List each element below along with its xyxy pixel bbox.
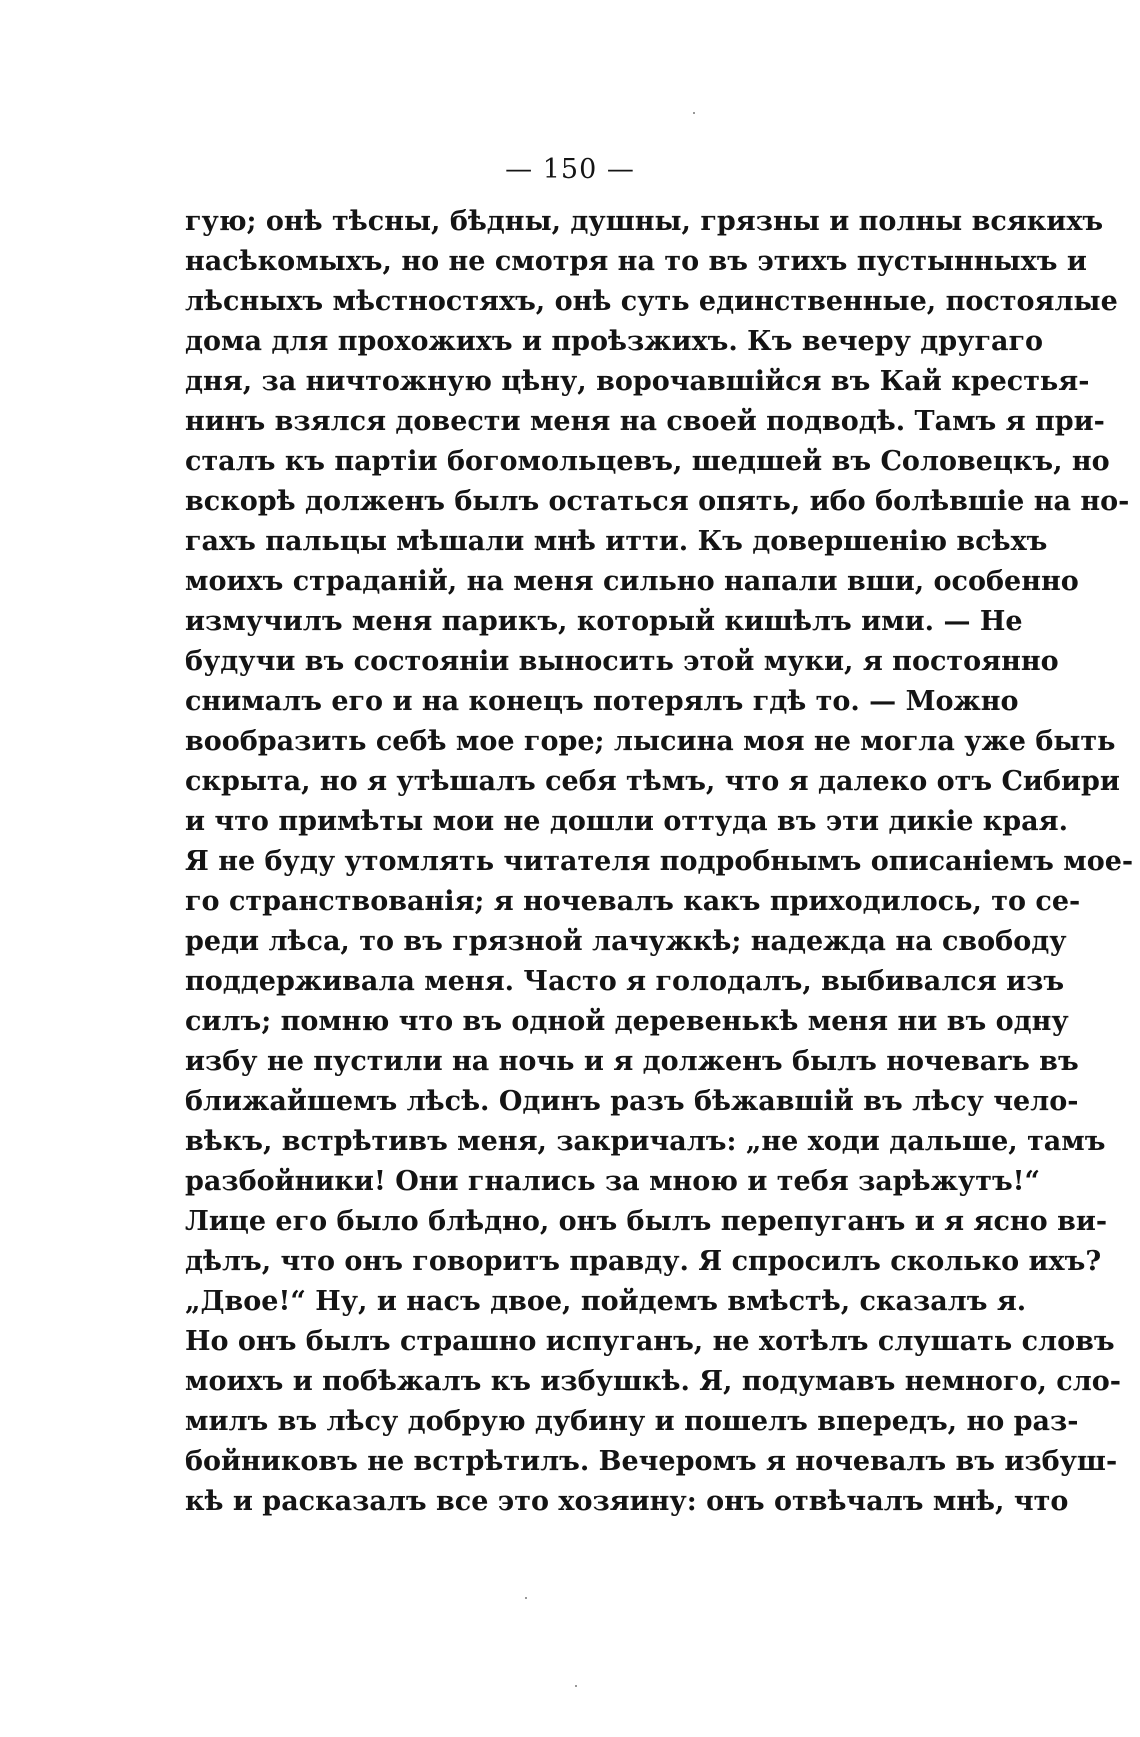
text-line: поддерживала меня. Часто я голодалъ, выбивался изъ [185,966,1065,997]
text-line: снималъ его и на конецъ потерялъ гдѣ то. — Можно [185,686,1019,717]
text-line: вѣкъ, встрѣтивъ меня, закричалъ: „не ходи дальше, тамъ [185,1126,1106,1157]
text-line: силъ; помню что въ одной деревенькѣ меня ни въ одну [185,1006,1069,1037]
paper-speck [575,1685,577,1687]
text-line: вскорѣ долженъ былъ остаться опять, ибо болѣвшіе на но- [185,486,1130,517]
text-line: сталъ къ партіи богомольцевъ, шедшей въ Соловецкъ, но [185,446,1110,477]
text-line: Лице его было блѣдно, онъ былъ перепуганъ и я ясно ви- [185,1206,1108,1237]
text-line: нинъ взялся довести меня на своей подводѣ. Тамъ я при- [185,406,1105,437]
text-line: Но онъ былъ страшно испуганъ, не хотѣлъ слушать словъ [185,1326,1115,1357]
text-line: и что примѣты мои не дошли оттуда въ эти дикіе края. [185,806,1069,837]
text-line: вообразить себѣ мое горе; лысина моя не могла уже быть [185,726,1116,757]
text-line: гую; онѣ тѣсны, бѣдны, душны, грязны и полны всякихъ [185,206,1104,237]
paper-speck [693,112,695,114]
text-line: Я не буду утомлять читателя подробнымъ описаніемъ мое- [185,846,1134,877]
text-line: дня, за ничтожную цѣну, ворочавшійся въ Кай крестья- [185,366,1090,397]
text-line: насѣкомыхъ, но не смотря на то въ этихъ пустынныхъ и [185,246,1087,277]
text-line: измучилъ меня парикъ, который кишѣлъ ими. — Не [185,606,1023,637]
body-text [185,202,1134,1522]
text-line: дѣлъ, что онъ говоритъ правду. Я спросилъ сколько ихъ? [185,1246,1102,1277]
text-line: „Двое!“ Ну, и насъ двое, пойдемъ вмѣстѣ, сказалъ я. [185,1286,1027,1317]
text-line: избу не пустили на ночь и я долженъ былъ ночеваrь въ [185,1046,1079,1077]
text-line: милъ въ лѣсу добрую дубину и пошелъ впередъ, но раз- [185,1406,1079,1437]
text-line: разбойники! Они гнались за мною и тебя зарѣжутъ!“ [185,1166,1041,1197]
text-line: бойниковъ не встрѣтилъ. Вечеромъ я ночевалъ въ избуш- [185,1446,1118,1477]
text-line: лѣсныхъ мѣстностяхъ, онѣ суть единственные, постоялые [185,286,1118,317]
paper-speck [525,1597,527,1599]
text-line: дома для прохожихъ и проѣзжихъ. Къ вечеру другаго [185,326,1044,357]
text-line: реди лѣса, то въ грязной лачужкѣ; надежда на свободу [185,926,1067,957]
text-line: моихъ страданій, на меня сильно напали вши, особенно [185,566,1079,597]
text-line: моихъ и побѣжалъ къ избушкѣ. Я, подумавъ немного, сло- [185,1366,1121,1397]
text-line: скрыта, но я утѣшалъ себя тѣмъ, что я далеко отъ Сибири [185,766,1120,797]
text-line: ближайшемъ лѣсѣ. Одинъ разъ бѣжавшій въ лѣсу чело- [185,1086,1079,1117]
text-line: будучи въ состояніи выносить этой муки, я постоянно [185,646,1059,677]
text-line: го странствованія; я ночевалъ какъ приходилось, то се- [185,886,1081,917]
page-number: — 150 — [505,154,635,185]
text-line: гахъ пальцы мѣшали мнѣ итти. Къ довершенію всѣхъ [185,526,1048,557]
text-line: кѣ и расказалъ все это хозяину: онъ отвѣчалъ мнѣ, что [185,1486,1069,1517]
